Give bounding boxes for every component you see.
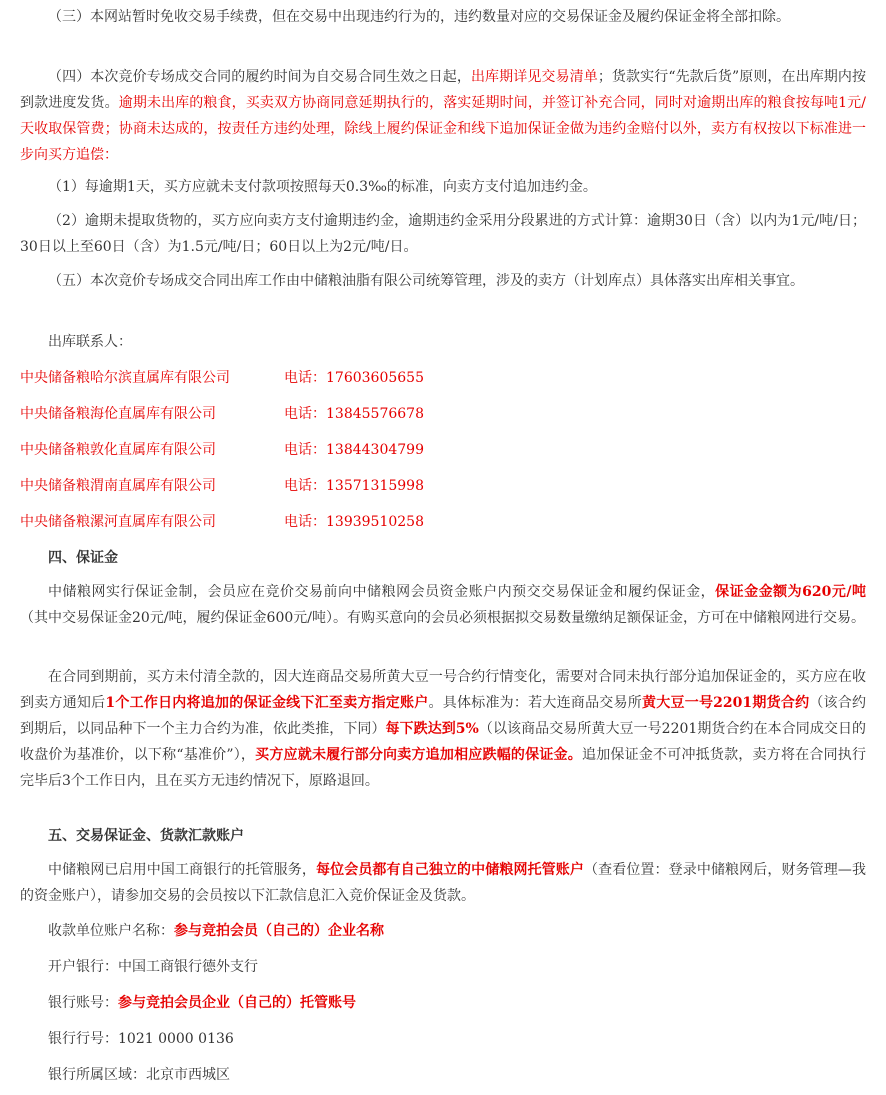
contact-phone: 电话：17603605655 xyxy=(284,370,424,386)
contact-phone: 电话：13844304799 xyxy=(284,442,424,458)
contact-company: 中央储备粮敦化直属库有限公司 xyxy=(20,442,216,458)
item-five-text: （五）本次竞价专场成交合同出库工作由中储粮油脂有限公司统筹管理，涉及的卖方（计划库点）具体落实出库相关事宜。 xyxy=(48,273,804,289)
margin-threshold: 每下跌达到5% xyxy=(385,721,479,737)
contact-phone: 电话：13845576678 xyxy=(284,406,424,422)
contact-phone: 电话：13571315998 xyxy=(284,478,424,494)
payee-line xyxy=(20,921,866,941)
margin-contract: 黄大豆一号2201期货合约 xyxy=(642,695,810,711)
paragraph-escrow xyxy=(20,857,866,909)
contact-company: 中央储备粮海伦直属库有限公司 xyxy=(20,406,216,422)
paragraph-rule-one xyxy=(20,174,866,200)
item-four-text-b: 出库期详见交易清单 xyxy=(470,69,598,85)
account-label: 银行账号： xyxy=(48,995,118,1011)
paragraph-rule-two xyxy=(20,208,866,260)
contact-company: 中央储备粮哈尔滨直属库有限公司 xyxy=(20,370,230,386)
margin-text-b: 1个工作日内将追加的保证金线下汇至卖方指定账户 xyxy=(105,695,429,711)
deposit-text-a: 中储粮网实行保证金制，会员应在竞价交易前向中储粮网会员资金账户内预交交易保证金和履约保证金， xyxy=(48,584,716,600)
item-four-text-c: ；货款实行“先款后货”原则，在出库期内按到款进度发货。 xyxy=(20,69,866,111)
contact-phone: 电话：13939510258 xyxy=(284,514,424,530)
payee-label: 收款单位账户名称： xyxy=(48,923,174,939)
item-four-text-a: （四）本次竞价专场成交合同的履约时间为自交易合同生效之日起， xyxy=(48,69,471,85)
section-five-heading: 五、交易保证金、货款汇款账户 xyxy=(48,828,244,844)
item-four-text-d: 逾期未出库的粮食，买卖双方协商同意延期执行的，落实延期时间，并签订补充合同，同时对逾期出库的粮食按每吨1元/天收取保管费；协商未达成的，按责任方违约处理，除线上履约保证金和线下追加保证金做为违约金赔付以外，卖方有权按以下标准进一步向买方追偿： xyxy=(20,95,867,163)
region-line: 银行所属区域：北京市西城区 xyxy=(48,1067,230,1083)
margin-text-i: 追加保证金不可冲抵货款，卖方将在合同执行完毕后3个工作日内，且在买方无违约情况下，原路退回。 xyxy=(20,747,866,789)
item-three-text: （三）本网站暂时免收交易手续费，但在交易中出现违约行为的，违约数量对应的交易保证金及履约保证金将全部扣除。 xyxy=(48,9,790,25)
payee-value: 参与竞拍会员（自己的）企业名称 xyxy=(174,923,384,939)
paragraph-margin-call xyxy=(20,664,866,794)
paragraph-item-five xyxy=(20,268,866,294)
rule-one-text: （1）每逾期1天，买方应就未支付款项按照每天0.3‰的标准，向卖方支付追加违约金。 xyxy=(48,179,597,195)
contacts-label: 出库联系人： xyxy=(48,334,132,350)
paragraph-item-four xyxy=(20,64,866,168)
section-four-heading: 四、保证金 xyxy=(48,550,118,566)
escrow-text-b: 每位会员都有自己独立的中储粮网托管账户 xyxy=(316,862,584,878)
paragraph-item-three xyxy=(20,4,866,30)
bank-line: 开户银行：中国工商银行德外支行 xyxy=(48,959,258,975)
margin-text-g: （以该商品交易所黄大豆一号2201期货合约在本合同成交日的收盘价为基准价，以下称“基准价”）， xyxy=(20,721,866,763)
margin-text-e: （该合约到期后，以同品种下一个主力合约为准，依此类推，下同） xyxy=(20,695,867,737)
account-line xyxy=(20,993,866,1013)
account-value: 参与竞拍会员企业（自己的）托管账号 xyxy=(118,995,356,1011)
rule-two-text: （2）逾期未提取货物的，买方应向卖方支付逾期违约金，逾期违约金采用分段累进的方式计算：逾期30日（含）以内为1元/吨/日；30日以上至60日（含）为1.5元/吨/日；60日以上为2元/吨/日。 xyxy=(20,213,866,255)
margin-obligation: 买方应就未履行部分向卖方追加相应跌幅的保证金。 xyxy=(255,747,582,763)
contact-company: 中央储备粮漯河直属库有限公司 xyxy=(20,514,216,530)
bank-code-line: 银行行号：1021 0000 0136 xyxy=(48,1031,234,1047)
deposit-amount: 保证金金额为620元/吨 xyxy=(715,584,867,600)
escrow-text-c: （查看位置：登录中储粮网后，财务管理—我的资金账户），请参加交易的会员按以下汇款信息汇入竞价保证金及货款。 xyxy=(20,862,866,904)
contact-company: 中央储备粮渭南直属库有限公司 xyxy=(20,478,216,494)
margin-text-a: 在合同到期前，买方未付清全款的，因大连商品交易所黄大豆一号合约行情变化，需要对合同未执行部分追加保证金的，买方应在收到卖方通知后 xyxy=(20,669,866,711)
margin-text-c: 。具体标准为：若大连商品交易所 xyxy=(428,695,643,711)
escrow-text-a: 中储粮网已启用中国工商银行的托管服务， xyxy=(48,862,316,878)
paragraph-deposit xyxy=(20,579,866,631)
deposit-text-c: （其中交易保证金20元/吨，履约保证金600元/吨）。有购买意向的会员必须根据拟交易数量缴纳足额保证金，方可在中储粮网进行交易。 xyxy=(20,610,865,626)
